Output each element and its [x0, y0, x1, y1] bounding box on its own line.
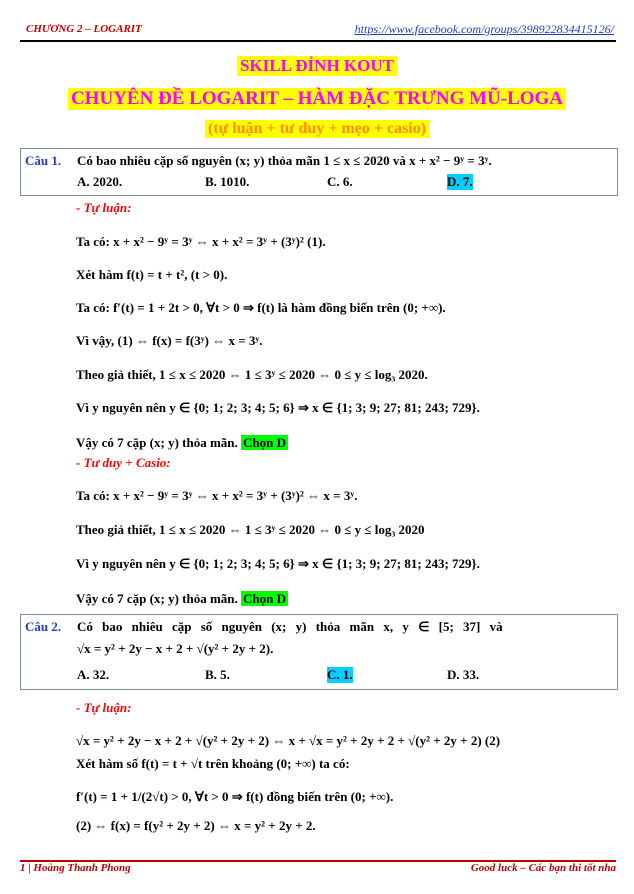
question-2-box — [20, 614, 618, 690]
q1-casio-step-2: Theo giả thiết, 1 ≤ x ≤ 2020 ⇔ 1 ≤ 3ʸ ≤ 2020 ⇔ 0 ≤ y ≤ log₃ 2020 — [76, 522, 425, 537]
header-divider — [20, 40, 616, 42]
topic-title: CHUYÊN ĐỀ LOGARIT – HÀM ĐẶC TRƯNG MŨ-LOGA — [68, 88, 566, 110]
chapter-title: CHƯƠNG 2 – LOGARIT — [26, 23, 142, 35]
q2-option-b[interactable]: B. 5. — [205, 667, 230, 682]
q2-step-4: (2) ⇔ f(x) = f(y² + 2y + 2) ⇔ x = y² + 2y + 2. — [76, 818, 316, 833]
q1-option-b[interactable]: B. 1010. — [205, 174, 250, 189]
q1-conclusion — [76, 435, 288, 451]
facebook-group-link[interactable]: https://www.facebook.com/groups/398922834415126/ — [354, 22, 614, 36]
q2-step-2: Xét hàm số f(t) = t + √t trên khoảng (0; +∞) ta có: — [76, 756, 350, 771]
q1-casio-step-1: Ta có: x + x² − 9ʸ = 3ʸ ⇔ x + x² = 3ʸ + (3ʸ)² ⇔ x = 3ʸ. — [76, 488, 358, 503]
question-1-text: Có bao nhiêu cặp số nguyên (x; y) thỏa mãn 1 ≤ x ≤ 2020 và x + x² − 9ʸ = 3ʸ. — [77, 153, 492, 168]
skill-title: SKILL ĐỈNH KOUT — [237, 56, 397, 76]
q1-step-5: Theo giả thiết, 1 ≤ x ≤ 2020 ⇔ 1 ≤ 3ʸ ≤ 2020 ⇔ 0 ≤ y ≤ log₃ 2020. — [76, 367, 428, 382]
subtitle: (tự luận + tư duy + mẹo + casio) — [205, 120, 429, 138]
q2-tuluan-label: - Tự luận: — [76, 700, 132, 715]
q1-option-d[interactable]: D. 7. — [447, 174, 473, 189]
q2-option-c[interactable]: C. 1. — [327, 667, 353, 682]
q1-tuduy-label: - Tư duy + Casio: — [76, 455, 171, 470]
q1-casio-answer-badge: Chọn D — [243, 591, 287, 606]
q1-casio-step-3: Vì y nguyên nên y ∈ {0; 1; 2; 3; 4; 5; 6} ⇒ x ∈ {1; 3; 9; 27; 81; 243; 729}. — [76, 556, 480, 571]
q1-option-a[interactable]: A. 2020. — [77, 174, 123, 189]
question-2-label: Câu 2. — [25, 619, 62, 634]
q1-casio-conclusion — [76, 591, 288, 607]
q1-step-2: Xét hàm f(t) = t + t², (t > 0). — [76, 267, 228, 282]
q1-step-1: Ta có: x + x² − 9ʸ = 3ʸ ⇔ x + x² = 3ʸ + (3ʸ)² (1). — [76, 234, 326, 249]
q1-step-3: Ta có: f′(t) = 1 + 2t > 0, ∀t > 0 ⇒ f(t) là hàm đồng biến trên (0; +∞). — [76, 300, 446, 315]
footer-author: 1 | Hoàng Thanh Phong — [20, 862, 131, 874]
q2-step-1: √x = y² + 2y − x + 2 + √(y² + 2y + 2) ⇔ x + √x = y² + 2y + 2 + √(y² + 2y + 2) (2) — [76, 733, 501, 748]
q1-option-c[interactable]: C. 6. — [327, 174, 353, 189]
q1-step-6: Vì y nguyên nên y ∈ {0; 1; 2; 3; 4; 5; 6} ⇒ x ∈ {1; 3; 9; 27; 81; 243; 729}. — [76, 400, 480, 415]
footer-message: Good luck – Các bạn thi tốt nha — [470, 862, 616, 874]
q1-conclusion-text: Vậy có 7 cặp (x; y) thỏa mãn. — [76, 435, 238, 450]
q1-tuluan-label: - Tự luận: — [76, 200, 132, 215]
question-1-box — [20, 148, 618, 196]
q2-option-a[interactable]: A. 32. — [77, 667, 110, 682]
question-1-label: Câu 1. — [25, 153, 62, 168]
q1-casio-conclusion-text: Vậy có 7 cặp (x; y) thỏa mãn. — [76, 591, 238, 606]
q1-step-4: Vì vậy, (1) ⇔ f(x) = f(3ʸ) ⇔ x = 3ʸ. — [76, 333, 263, 348]
question-2-text-line-1: Có bao nhiêu cặp số nguyên (x; y) thỏa mãn x, y ∈ [5; 37] và — [77, 619, 503, 634]
q2-step-3: f′(t) = 1 + 1/(2√t) > 0, ∀t > 0 ⇒ f(t) đồng biến trên (0; +∞). — [76, 789, 394, 804]
question-2-text-line-2: √x = y² + 2y − x + 2 + √(y² + 2y + 2). — [77, 641, 274, 656]
q1-answer-badge: Chọn D — [243, 435, 287, 450]
q2-option-d[interactable]: D. 33. — [447, 667, 480, 682]
